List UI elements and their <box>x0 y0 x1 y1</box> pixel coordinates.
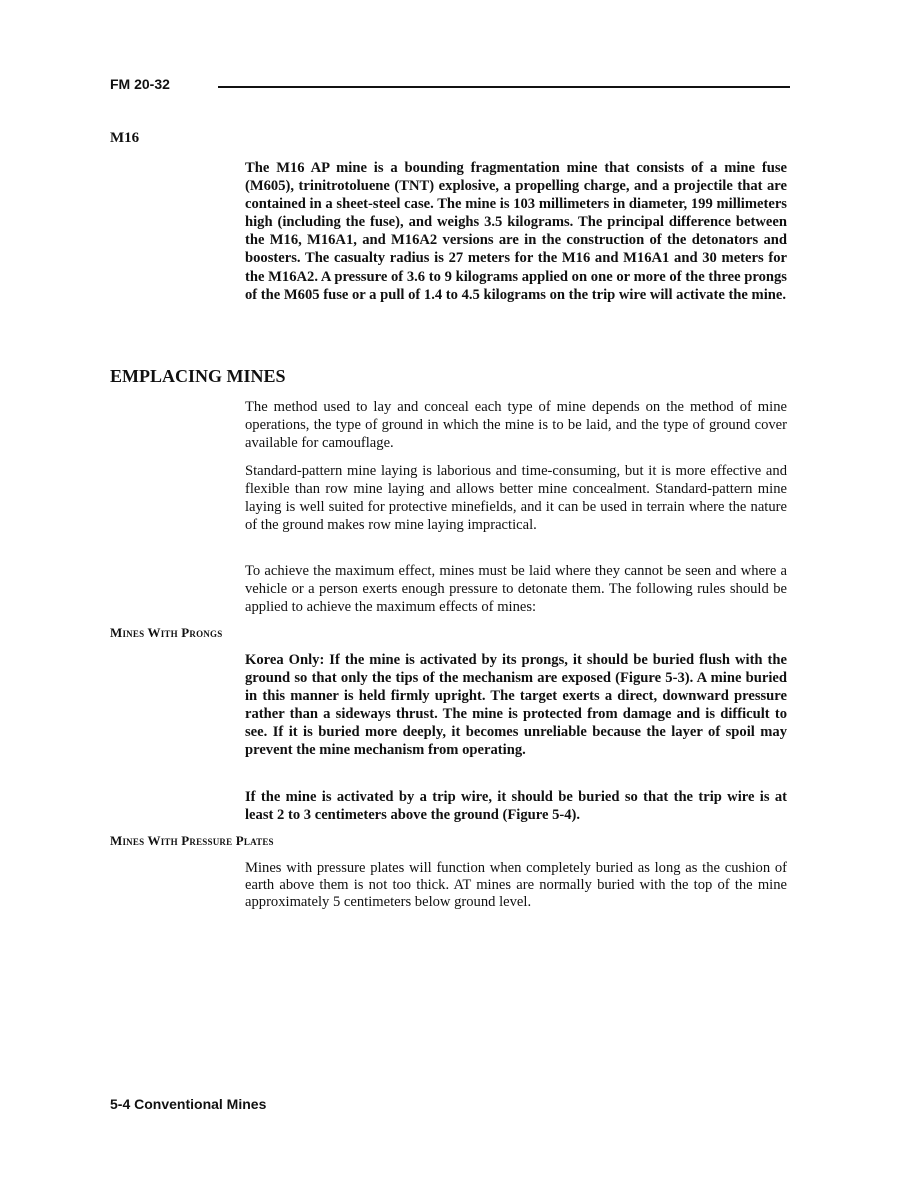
plates-paragraph-1: Mines with pressure plates will function when completely buried as long as the cushion of earth above them is not too thick. AT mines are normally buried with the top of the mine approximately 5 centimeters below ground level. <box>245 860 787 910</box>
emplacing-paragraph-1: The method used to lay and conceal each type of mine depends on the method of mine operations, the type of ground in which the mine is to be laid, and the type of ground cover available for camouflage. <box>245 399 787 452</box>
emplacing-paragraph-3: To achieve the maximum effect, mines must be laid where they cannot be seen and where a vehicle or a person exerts enough pressure to detonate them. The following rules should be applied to achieve the maximum effects of mines: <box>245 563 787 616</box>
document-id: FM 20-32 <box>110 76 170 92</box>
m16-paragraph: The M16 AP mine is a bounding fragmentation mine that consists of a mine fuse (M605), trinitrotoluene (TNT) explosive, a propelling charge, and a projectile that are contained in a sheet-steel case. The mine is 103 millimeters in diameter, 199 millimeters high (including the fuse), and weighs 3.5 kilograms. The principal difference between the M16, M16A1, and M16A2 versions are in the construction of the detonators and boosters. The casualty radius is 27 meters for the M16 and M16A1 and 30 meters for the M16A2. A pressure of 3.6 to 9 kilograms applied on one or more of the three prongs of the M605 fuse or a pull of 1.4 to 4.5 kilograms on the trip wire will activate the mine. <box>245 160 787 303</box>
mines-with-pressure-plates-heading: Mines With Pressure Plates <box>110 833 274 848</box>
page-header <box>110 76 790 98</box>
prongs-paragraph-1: Korea Only: If the mine is activated by its prongs, it should be buried flush with the ground so that only the tips of the mechanism are exposed (Figure 5-3). A mine buried in this manner is held firmly upright. The target exerts a direct, downward pressure rather than a sideways thrust. The mine is protected from damage and is difficult to see. If it is buried more deeply, it becomes unreliable because the layer of spoil may prevent the mine mechanism from operating. <box>245 652 787 759</box>
mines-with-prongs-heading: Mines With Prongs <box>110 625 223 640</box>
m16-heading: M16 <box>110 130 140 146</box>
page-footer: 5-4 Conventional Mines <box>110 1096 267 1112</box>
emplacing-mines-heading: EMPLACING MINES <box>110 366 286 386</box>
emplacing-paragraph-2: Standard-pattern mine laying is laborious and time-consuming, but it is more effective and flexible than row mine laying and allows better mine concealment. Standard-pattern mine laying is well suited for protective minefields, and it can be used in terrain where the nature of the ground makes row mine laying impractical. <box>245 463 787 534</box>
header-rule <box>218 86 790 88</box>
prongs-paragraph-2: If the mine is activated by a trip wire, it should be buried so that the trip wire is at least 2 to 3 centimeters above the ground (Figure 5-4). <box>245 789 787 824</box>
